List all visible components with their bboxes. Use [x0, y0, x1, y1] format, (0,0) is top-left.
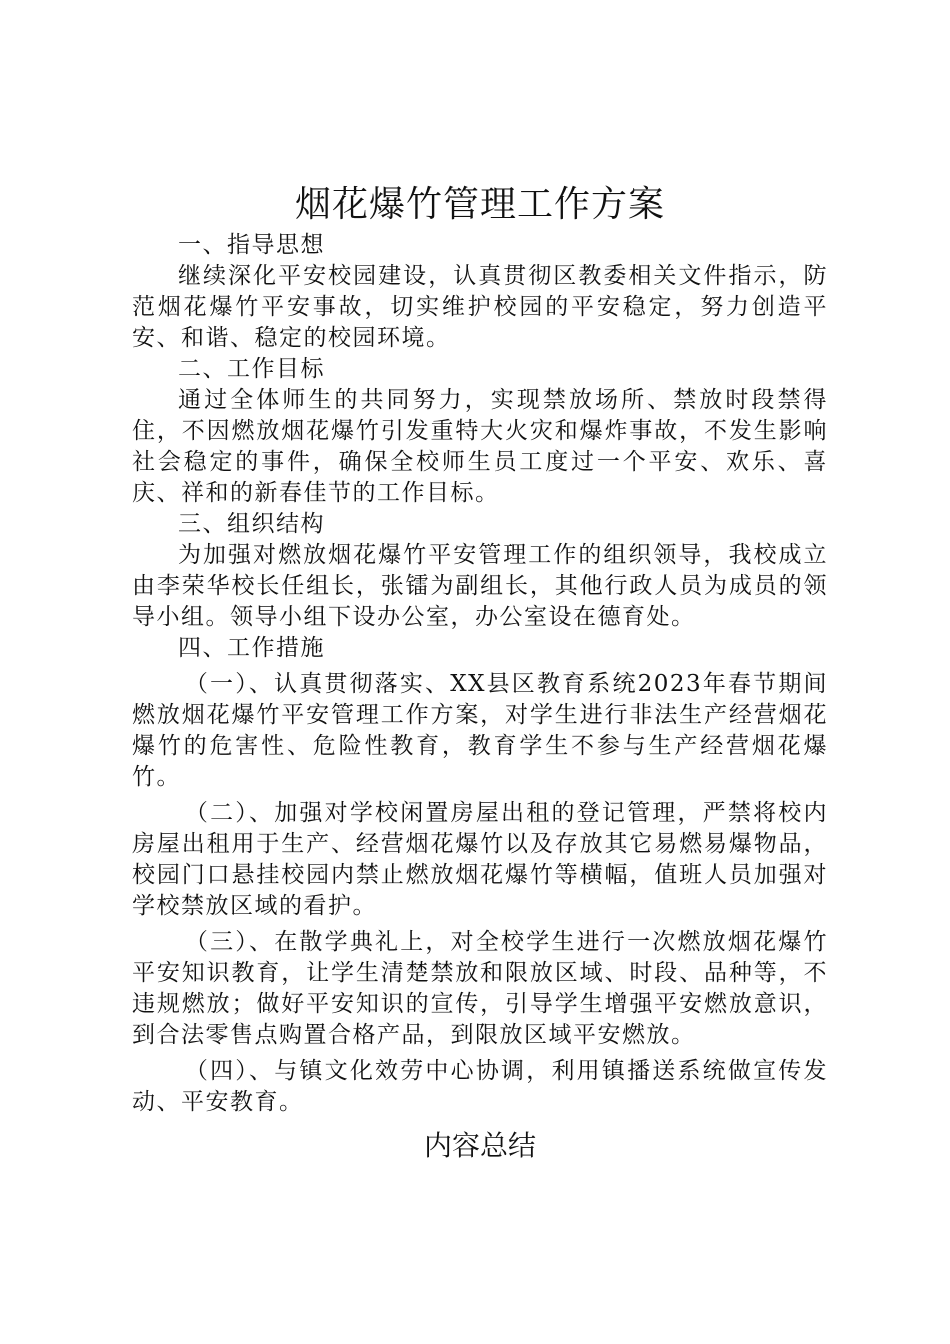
measure-item: （二）、加强对学校闲置房屋出租的登记管理，严禁将校内房屋出租用于生产、经营烟花爆竹以及存放其它易燃易爆物品，校园门口悬挂校园内禁止燃放烟花爆竹等横幅，值班人员加强对学校禁放区域的看护。 [132, 800, 828, 919]
section-heading: 二、工作目标 [178, 356, 325, 382]
measure-item: （四）、与镇文化效劳中心协调，利用镇播送系统做宣传发动、平安教育。 [132, 1058, 828, 1115]
measure-item: （一）、认真贯彻落实、XX县区教育系统2023年春节期间燃放烟花爆竹平安管理工作方案，对学生进行非法生产经营烟花爆竹的危害性、危险性教育，教育学生不参与生产经营烟花爆竹。 [132, 671, 828, 790]
document-title: 烟花爆竹管理工作方案 [294, 184, 665, 225]
paragraph: 继续深化平安校园建设，认真贯彻区教委相关文件指示，防范烟花爆竹平安事故，切实维护校园的平安稳定，努力创造平安、和谐、稳定的校园环境。 [132, 263, 828, 351]
summary-heading: 内容总结 [423, 1129, 536, 1162]
section-heading: 三、组织结构 [178, 511, 325, 537]
document-body [132, 230, 828, 1118]
section-heading: 一、指导思想 [178, 232, 325, 258]
measure-item: （三）、在散学典礼上，对全校学生进行一次燃放烟花爆竹平安知识教育，让学生清楚禁放和限放区域、时段、品种等，不违规燃放；做好平安知识的宣传，引导学生增强平安燃放意识，到合法零售点购置合格产品，到限放区域平安燃放。 [132, 929, 828, 1048]
paragraph: 通过全体师生的共同努力，实现禁放场所、禁放时段禁得住，不因燃放烟花爆竹引发重特大火灾和爆炸事故，不发生影响社会稳定的事件，确保全校师生员工度过一个平安、欢乐、喜庆、祥和的新春佳节的工作目标。 [132, 387, 828, 506]
section-heading: 四、工作措施 [178, 635, 325, 661]
paragraph: 为加强对燃放烟花爆竹平安管理工作的组织领导，我校成立由李荣华校长任组长，张镭为副组长，其他行政人员为成员的领导小组。领导小组下设办公室，办公室设在德育处。 [132, 542, 828, 630]
